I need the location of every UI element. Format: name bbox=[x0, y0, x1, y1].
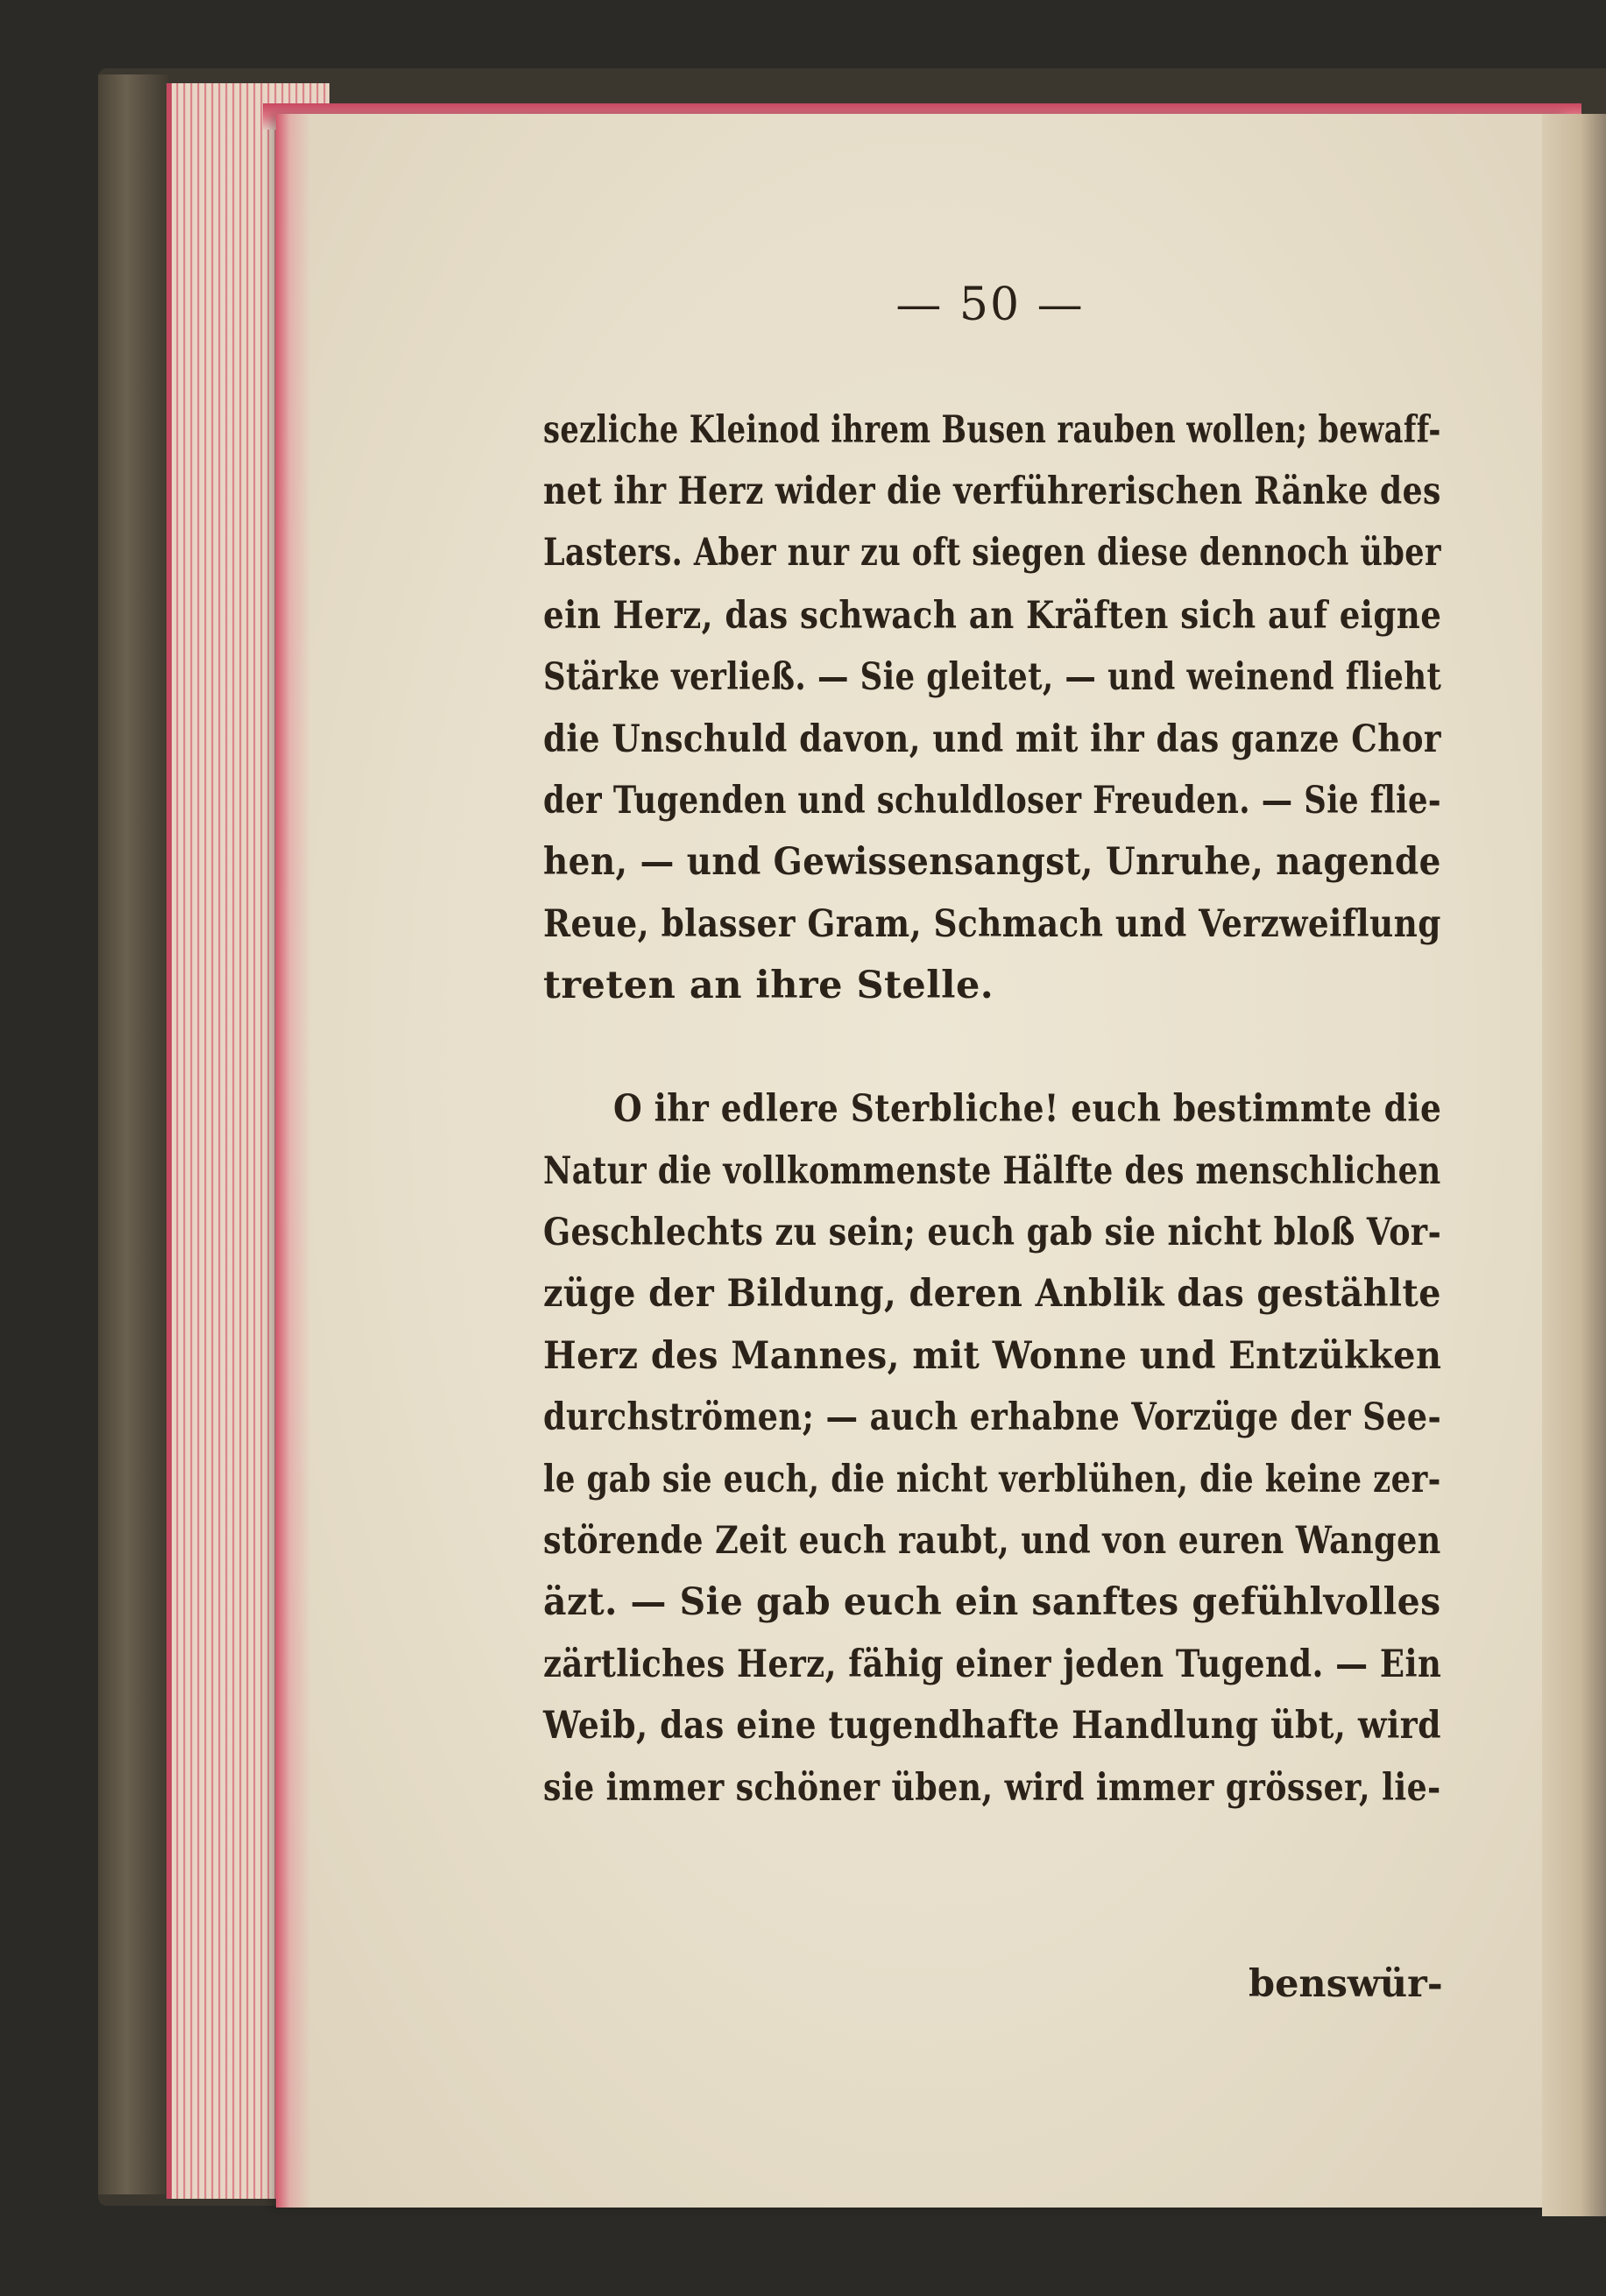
text-line: sezliche Kleinod ihrem Busen rauben wollen; bewaff- bbox=[543, 408, 1441, 452]
page-right-edge bbox=[1542, 114, 1606, 2216]
text-line: äzt. — Sie gab euch ein sanftes gefühlvolles bbox=[543, 1580, 1441, 1624]
text-line: zärtliches Herz, fähig einer jeden Tugend. — Ein bbox=[543, 1643, 1442, 1686]
text-line: durchströmen; — auch erhabne Vorzüge der See- bbox=[543, 1395, 1442, 1439]
text-line: Weib, das eine tugendhafte Handlung übt, wird bbox=[543, 1704, 1441, 1748]
catchword: benswür- bbox=[1249, 1962, 1443, 2006]
text-line: Herz des Mannes, mit Wonne und Entzükken bbox=[543, 1334, 1442, 1378]
page-left-edge bbox=[276, 114, 311, 2208]
text-line: Natur die vollkommenste Hälfte des menschlichen bbox=[543, 1149, 1441, 1193]
page-number: — 50 — bbox=[895, 279, 1085, 331]
text-line: Stärke verließ. — Sie gleitet, — und weinend flieht bbox=[543, 655, 1442, 699]
text-line: O ihr edlere Sterbliche! euch bestimmte die bbox=[613, 1087, 1442, 1131]
text-line: Lasters. Aber nur zu oft siegen diese dennoch über bbox=[543, 531, 1441, 575]
text-line: störende Zeit euch raubt, und von euren Wangen bbox=[543, 1519, 1441, 1563]
text-line: die Unschuld davon, und mit ihr das ganze Chor bbox=[543, 717, 1441, 761]
text-line: net ihr Herz wider die verführerischen Ränke des bbox=[543, 470, 1441, 513]
text-line: züge der Bildung, deren Anblik das gestählte bbox=[543, 1272, 1441, 1316]
text-line: Reue, blasser Gram, Schmach und Verzweiflung bbox=[543, 902, 1441, 946]
text-line: hen, — und Gewissensangst, Unruhe, nagende bbox=[543, 840, 1441, 884]
text-line: ein Herz, das schwach an Kräften sich auf eigne bbox=[543, 594, 1442, 638]
text-line: der Tugenden und schuldloser Freuden. — Sie flie- bbox=[543, 779, 1442, 823]
book-spine bbox=[98, 74, 168, 2194]
text-line: treten an ihre Stelle. bbox=[543, 964, 994, 1007]
text-line: sie immer schöner üben, wird immer grösser, lie- bbox=[543, 1766, 1441, 1810]
text-line: Geschlechts zu sein; euch gab sie nicht bloß Vor- bbox=[543, 1211, 1442, 1254]
text-line: le gab sie euch, die nicht verblühen, die keine zer- bbox=[543, 1458, 1441, 1501]
